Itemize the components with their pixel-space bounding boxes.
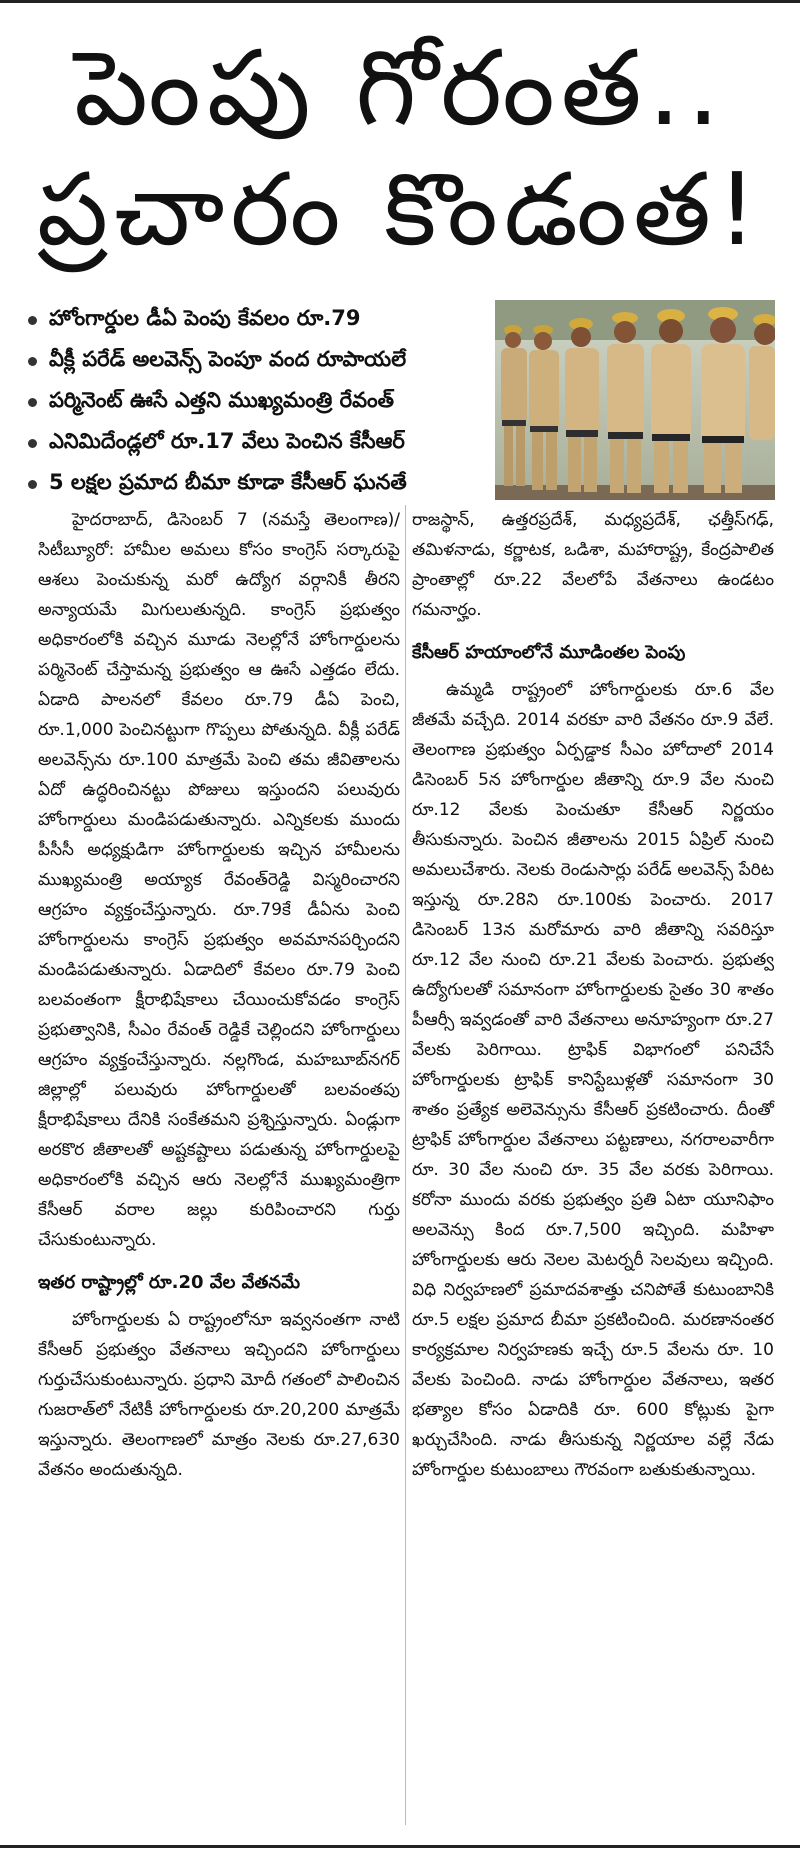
- highlight-text: 5 లక్షల ప్రమాద బీమా కూడా కేసీఆర్ ఘనతే: [49, 469, 407, 494]
- highlight-item: [28, 382, 488, 423]
- bullet-icon: [28, 357, 37, 366]
- article-paragraph: ఉమ్మడి రాష్ట్రంలో హోంగార్డులకు రూ.6 వేల జీతమే వచ్చేది. 2014 వరకూ వారి వేతనం రూ.9 వేలే. తెలంగాణ ప్రభుత్వం ఏర్పడ్డాక సీఎం హోదాలో 2014 డిసెంబర్ 5న హోంగార్డుల జీతాన్ని రూ.9 వేల నుంచి రూ.12 వేలకు పెంచుతూ కేసీఆర్ నిర్ణయం తీసుకున్నారు. పెంచిన జీతాలను 2015 ఏప్రిల్ నుంచి అమలుచేశారు. నెలకు రెండుసార్లు పరేడ్ అలవెన్స్ పేరిట ఇస్తున్న రూ.28ని రూ.100కు పెంచారు. 2017 డిసెంబర్ 13న మరోమారు వారి జీతాన్ని సవరిస్తూ రూ.12 వేల నుంచి రూ.21 వేలకు పెంచారు. ప్రభుత్వ ఉద్యోగులతో సమానంగా హోంగార్డులకు సైతం 30 శాతం పీఆర్సీ ఇవ్వడంతో వారి వేతనాలు అనూహ్యంగా రూ.27 వేలకు పెరిగాయి. ట్రాఫిక్ విభాగంలో పనిచేసే హోంగార్డులకు ట్రాఫిక్ కానిస్టేబుళ్లతో సమానంగా 30 శాతం ప్రత్యేక అలెవెన్సును కేసీఆర్ ప్రకటించారు. దీంతో ట్రాఫిక్ హోంగార్డుల వేతనాలు పట్టణాలు, నగరాలవారీగా రూ. 30 వేల నుంచి రూ. 35 వేల వరకు పెరిగాయి. కరోనా ముందు వరకు ప్రభుత్వం ప్రతి ఏటా యూనిఫాం అలవెన్సు కింద రూ.7,500 ఇచ్చింది. మహిళా హోంగార్డులకు ఆరు నెలల మెటర్నరీ సెలవులు ఇచ్చింది. విధి నిర్వహణలో ప్రమాదవశాత్తు చనిపోతే కుటుంబానికి రూ.5 లక్షల ప్రమాద బీమా ప్రకటించింది. మరణానంతర కార్యక్రమాల నిర్వహణకు ఇచ్చే రూ.5 వేలను రూ. 10 వేలకు పెంచింది. నాడు హోంగార్డుల వేతనాలు, ఇతర భత్యాల కోసం ఏడాదికి రూ. 600 కోట్లుకు పైగా ఖర్చుచేసింది. నాడు తీసుకున్న నిర్ణయాల వల్లే నేడు హోంగార్డుల కుటుంబాలు గౌరవంగా బతుకుతున్నాయి.: [412, 680, 774, 1480]
- next-article-cutoff: [40, 1850, 760, 1867]
- headline-line-1: పెంపు గోరంత..: [74, 27, 726, 149]
- article-column-1: [38, 505, 400, 1485]
- highlights-list: [28, 300, 488, 505]
- article-subheading: కేసీఆర్ హయాంలోనే మూడింతల పెంపు: [412, 642, 686, 663]
- highlight-text: వీక్లీ పరేడ్ అలవెన్స్ పెంపూ వంద రూపాయలే: [49, 346, 407, 371]
- bottom-rule: [0, 1845, 800, 1848]
- article-column-2: [412, 505, 774, 1485]
- article-subheading: ఇతర రాష్ట్రాల్లో రూ.20 వేల వేతనమే: [38, 1272, 301, 1293]
- top-rule: [0, 0, 800, 3]
- bullet-icon: [28, 398, 37, 407]
- highlight-item: [28, 464, 488, 505]
- police-homeguards-marching-photo: [495, 300, 775, 500]
- highlight-item: [28, 341, 488, 382]
- highlight-item: [28, 300, 488, 341]
- article-paragraph: హోంగార్డులకు ఏ రాష్ట్రంలోనూ ఇవ్వనంతగా నాటి కేసీఆర్ ప్రభుత్వం వేతనాలు ఇచ్చిందని హోంగార్డులు గుర్తుచేసుకుంటున్నారు. ప్రధాని మోదీ గతంలో పాలించిన గుజరాత్‌లో నేటికీ హోంగార్డులకు రూ.20,200 మాత్రమే ఇస్తున్నారు. తెలంగాణలో మాత్రం నెలకు రూ.27,630 వేతనం అందుతున్నది.: [38, 1310, 400, 1480]
- highlight-text: హోంగార్డుల డీఏ పెంపు కేవలం రూ.79: [49, 305, 361, 330]
- highlight-item: [28, 423, 488, 464]
- article-paragraph: హైదరాబాద్, డిసెంబర్ 7 (నమస్తే తెలంగాణ)/సిటీబ్యూరో: హామీల అమలు కోసం కాంగ్రెస్ సర్కారుపై ఆశలు పెంచుకున్న మరో ఉద్యోగ వర్గానికీ తీరని అన్యాయమే మిగులుతున్నది. కాంగ్రెస్ ప్రభుత్వం అధికారంలోకి వచ్చిన మూడు నెలల్లోనే హోంగార్డులను పర్మినెంట్ చేస్తామన్న ప్రభుత్వం ఆ ఊసే ఎత్తడం లేదు. ఏడాది పాలనలో కేవలం రూ.79 డీఏ పెంచి, రూ.1,000 పెంచినట్టుగా గొప్పలు పోతున్నది. వీక్లీ పరేడ్ అలవెన్స్‌ను రూ.100 మాత్రమే పెంచి తమ జీవితాలను ఏదో ఉద్ధరించినట్టు పోజులు ఇస్తుందని పలువురు హోంగార్డులు మండిపడుతున్నారు. ఎన్నికలకు ముందు పీసీసీ అధ్యక్షుడిగా హోంగార్డులకు ఇచ్చిన హామీలను ముఖ్యమంత్రి అయ్యాక రేవంత్‌రెడ్డి విస్మరించారని ఆగ్రహం వ్యక్తంచేస్తున్నారు. రూ.79కే డీఏను పెంచి హోంగార్డులను కాంగ్రెస్ ప్రభుత్వం అవమానపర్చిందని మండిపడుతున్నారు. ఏడాదిలో కేవలం రూ.79 పెంచి బలవంతంగా క్షీరాభిషేకాలు చేయించుకోవడం కాంగ్రెస్ ప్రభుత్వానికి, సీఎం రేవంత్ రెడ్డికే చెల్లిందని హోంగార్డులు ఆగ్రహం వ్యక్తంచేస్తున్నారు. నల్లగొండ, మహబూబ్‌నగర్ జిల్లాల్లో పలువురు హోంగార్డులతో బలవంతపు క్షీరాభిషేకాలు దేనికి సంకేతమని ప్రశ్నిస్తున్నారు. ఏండ్లుగా అరకొర జీతాలతో అష్టకష్టాలు పడుతున్న హోంగార్డులపై అధికారంలోకి వచ్చిన ఆరు నెలల్లోనే ముఖ్యమంత్రిగా కేసీఆర్ వరాల జల్లు కురిపించారని గుర్తు చేసుకుంటున్నారు.: [38, 510, 400, 1250]
- highlight-text: ఎనిమిదేండ్లలో రూ.17 వేలు పెంచిన కేసీఆర్: [49, 428, 405, 453]
- article-paragraph: రాజస్థాన్, ఉత్తరప్రదేశ్, మధ్యప్రదేశ్, ఛత్తీస్‌గఢ్, తమిళనాడు, కర్ణాటక, ఒడిశా, మహారాష్ట్ర, కేంద్రపాలిత ప్రాంతాల్లో రూ.22 వేలలోపే వేతనాలు ఉండటం గమనార్హం.: [412, 510, 774, 620]
- bullet-icon: [28, 480, 37, 489]
- highlight-text: పర్మినెంట్ ఊసే ఎత్తని ముఖ్యమంత్రి రేవంత్: [49, 387, 395, 412]
- headline-line-2: ప్రచారం కొండంత!: [37, 151, 763, 268]
- bullet-icon: [28, 316, 37, 325]
- column-divider: [405, 505, 406, 1825]
- bullet-icon: [28, 439, 37, 448]
